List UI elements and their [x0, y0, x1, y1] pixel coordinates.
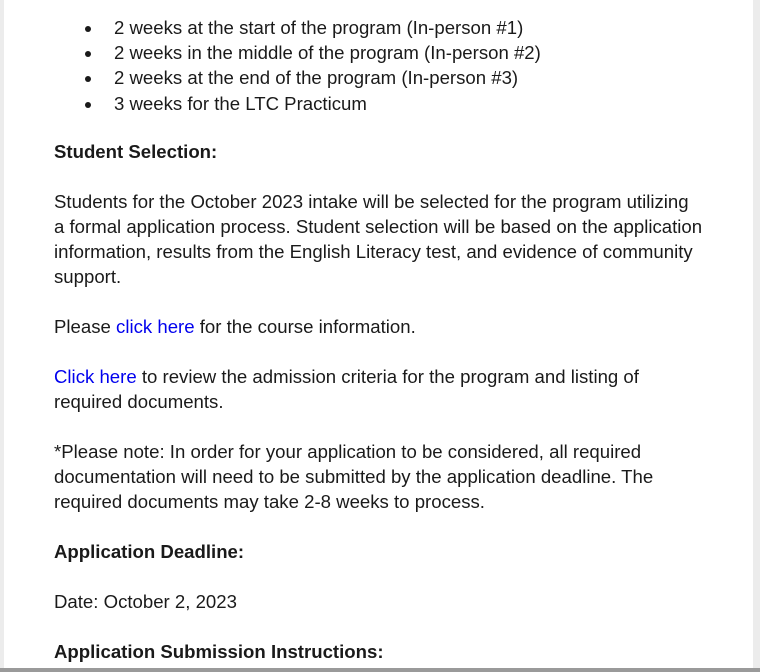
note-paragraph: *Please note: In order for your application to be considered, all required documentation will need to be submitted by the application deadline. The required documents may take 2-8 weeks to process.	[54, 441, 654, 512]
list-item	[54, 91, 541, 116]
schedule-list	[54, 15, 541, 116]
list-item	[54, 15, 541, 40]
course-info-prefix: Please	[54, 316, 117, 337]
course-info-link[interactable]: click here	[116, 316, 195, 337]
list-item-text: 2 weeks at the start of the program (In-person #1)	[114, 17, 524, 38]
list-item-text: 3 weeks for the LTC Practicum	[114, 93, 367, 114]
bullet-icon	[85, 76, 91, 82]
admission-criteria-link[interactable]: Click here	[54, 366, 137, 387]
admission-criteria-paragraph	[54, 364, 704, 414]
student-selection-heading: Student Selection:	[54, 141, 218, 162]
list-item-text: 2 weeks at the end of the program (In-person #3)	[114, 67, 519, 88]
bullet-icon	[85, 51, 91, 57]
list-item	[54, 65, 541, 90]
bottom-divider	[0, 668, 760, 672]
list-item-text: 2 weeks in the middle of the program (In-person #2)	[114, 42, 541, 63]
bullet-icon	[85, 102, 91, 108]
list-item	[54, 40, 541, 65]
course-info-suffix: for the course information.	[194, 316, 416, 337]
deadline-heading: Application Deadline:	[54, 541, 245, 562]
bullet-icon	[85, 26, 91, 32]
admission-criteria-suffix: to review the admission criteria for the program and listing of required documents.	[54, 366, 639, 412]
course-info-paragraph	[54, 314, 704, 339]
submission-heading: Application Submission Instructions:	[54, 641, 384, 662]
document-page	[4, 0, 753, 668]
student-selection-paragraph: Students for the October 2023 intake will be selected for the program utilizing a formal application process. Student selection will be based on the application information, results from the English Literacy test, and evidence of community support.	[54, 191, 703, 287]
deadline-date: Date: October 2, 2023	[54, 591, 237, 612]
